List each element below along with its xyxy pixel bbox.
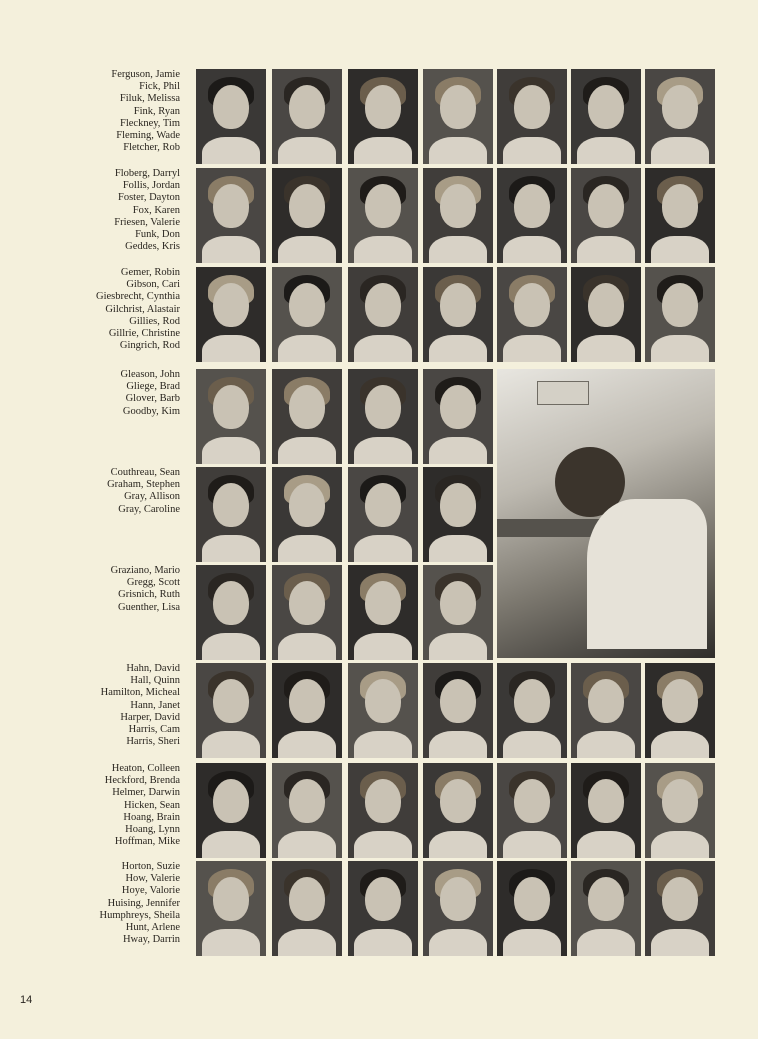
portrait-shoulders (429, 137, 487, 164)
student-portrait (645, 267, 715, 362)
portrait-face (662, 877, 698, 921)
student-portrait (423, 267, 493, 362)
portrait-shoulders (577, 929, 635, 956)
portrait-shoulders (429, 335, 487, 362)
portrait-face (588, 679, 624, 723)
student-name: Fox, Karen (132, 204, 180, 216)
student-name: Harper, David (120, 711, 180, 723)
student-name: Gillrie, Christine (108, 328, 180, 340)
portrait-face (440, 483, 476, 527)
portrait-shoulders (429, 236, 487, 263)
student-portrait (348, 168, 418, 263)
portrait-shoulders (354, 831, 412, 858)
portrait-shoulders (354, 236, 412, 263)
name-list (20, 267, 180, 352)
portrait-face (365, 483, 401, 527)
portrait-face (440, 779, 476, 823)
student-name: Floberg, Darryl (114, 168, 180, 179)
student-portrait (196, 69, 266, 164)
student-portrait (348, 663, 418, 758)
portrait-face (514, 679, 550, 723)
student-portrait (497, 763, 567, 858)
portrait-face (514, 184, 550, 228)
portrait-face (365, 679, 401, 723)
portrait-shoulders (202, 633, 260, 660)
student-name: Grisnich, Ruth (118, 589, 180, 601)
student-name: Geddes, Kris (125, 241, 180, 253)
student-name: Helmer, Darwin (112, 787, 180, 799)
portrait-face (213, 877, 249, 921)
portrait-shoulders (503, 731, 561, 758)
portrait-face (365, 877, 401, 921)
student-name: Friesen, Valerie (114, 216, 180, 228)
student-name: Hoye, Valorie (121, 885, 180, 897)
portrait-face (213, 283, 249, 327)
student-portrait (645, 663, 715, 758)
student-portrait (645, 763, 715, 858)
student-name: Heaton, Colleen (111, 763, 180, 774)
portrait-shoulders (577, 831, 635, 858)
student-portrait (272, 168, 342, 263)
student-name: Fleming, Wade (116, 130, 180, 142)
student-name: Goodby, Kim (122, 405, 180, 417)
name-list (20, 369, 180, 418)
portrait-shoulders (354, 335, 412, 362)
student-name: Fink, Ryan (133, 105, 180, 117)
student-name: Huising, Jennifer (107, 897, 180, 909)
portrait-face (213, 385, 249, 429)
portrait-shoulders (651, 236, 709, 263)
portrait-face (213, 483, 249, 527)
student-name: Gemer, Robin (120, 267, 180, 278)
student-name: Gibson, Cari (126, 279, 180, 291)
student-portrait (272, 861, 342, 956)
portrait-face (588, 877, 624, 921)
student-name: Hahn, David (126, 663, 180, 674)
student-portrait (497, 861, 567, 956)
portrait-shoulders (278, 137, 336, 164)
portrait-shoulders (354, 731, 412, 758)
student-name: Couthreau, Sean (110, 467, 180, 478)
student-name: Hamilton, Micheal (100, 687, 180, 699)
student-portrait (348, 763, 418, 858)
portrait-face (365, 581, 401, 625)
student-portrait (645, 69, 715, 164)
portrait-shoulders (202, 437, 260, 464)
portrait-shoulders (278, 437, 336, 464)
portrait-face (289, 581, 325, 625)
portrait-face (514, 283, 550, 327)
student-name: Hunt, Arlene (125, 922, 180, 934)
student-portrait (571, 763, 641, 858)
student-name: Guenther, Lisa (118, 601, 180, 613)
name-list (20, 467, 180, 516)
portrait-shoulders (429, 831, 487, 858)
student-portrait (196, 267, 266, 362)
student-portrait (348, 565, 418, 660)
student-name: How, Valerie (125, 873, 180, 885)
portrait-shoulders (429, 633, 487, 660)
portrait-shoulders (651, 929, 709, 956)
student-portrait (423, 467, 493, 562)
portrait-face (588, 85, 624, 129)
portrait-shoulders (354, 633, 412, 660)
candid-student-body (587, 499, 707, 649)
student-portrait (272, 267, 342, 362)
portrait-shoulders (503, 831, 561, 858)
portrait-shoulders (577, 236, 635, 263)
portrait-face (514, 877, 550, 921)
student-name: Gregg, Scott (126, 577, 180, 589)
student-name: Gleason, John (120, 369, 180, 380)
student-portrait (497, 168, 567, 263)
student-name: Gray, Caroline (118, 503, 180, 515)
student-portrait (348, 369, 418, 464)
student-portrait (571, 69, 641, 164)
portrait-shoulders (577, 335, 635, 362)
portrait-face (365, 385, 401, 429)
student-name: Fletcher, Rob (123, 142, 180, 154)
student-name: Hway, Darrin (122, 934, 180, 946)
portrait-shoulders (278, 236, 336, 263)
portrait-face (289, 385, 325, 429)
portrait-shoulders (651, 335, 709, 362)
student-portrait (272, 369, 342, 464)
portrait-face (662, 679, 698, 723)
portrait-face (440, 85, 476, 129)
student-name: Ferguson, Jamie (111, 69, 180, 80)
portrait-face (289, 85, 325, 129)
student-portrait (571, 861, 641, 956)
student-portrait (423, 565, 493, 660)
student-name: Hall, Quinn (130, 675, 180, 687)
candid-shelf (537, 381, 589, 405)
portrait-shoulders (278, 731, 336, 758)
student-portrait (196, 565, 266, 660)
portrait-shoulders (278, 929, 336, 956)
portrait-shoulders (202, 831, 260, 858)
portrait-face (213, 85, 249, 129)
student-portrait (196, 763, 266, 858)
portrait-face (289, 877, 325, 921)
student-name: Gray, Allison (124, 491, 180, 503)
portrait-face (289, 283, 325, 327)
student-portrait (196, 168, 266, 263)
student-name: Glover, Barb (125, 393, 180, 405)
name-list (20, 565, 180, 614)
student-name: Gingrich, Rod (119, 340, 180, 352)
student-portrait (348, 861, 418, 956)
portrait-face (514, 779, 550, 823)
portrait-face (213, 581, 249, 625)
portrait-face (662, 85, 698, 129)
name-list (20, 663, 180, 748)
portrait-shoulders (651, 137, 709, 164)
student-portrait (196, 861, 266, 956)
portrait-shoulders (429, 929, 487, 956)
student-portrait (423, 663, 493, 758)
portrait-shoulders (202, 335, 260, 362)
portrait-face (440, 877, 476, 921)
portrait-shoulders (503, 929, 561, 956)
student-name: Fick, Phil (139, 81, 180, 93)
student-name: Heckford, Brenda (104, 775, 180, 787)
student-name: Funk, Don (135, 229, 180, 241)
portrait-face (440, 581, 476, 625)
student-portrait (423, 763, 493, 858)
name-list (20, 861, 180, 946)
student-portrait (645, 168, 715, 263)
portrait-face (289, 779, 325, 823)
student-name: Graziano, Mario (110, 565, 180, 576)
portrait-shoulders (278, 335, 336, 362)
portrait-face (588, 283, 624, 327)
portrait-shoulders (503, 137, 561, 164)
student-name: Filuk, Melissa (119, 93, 180, 105)
student-name: Gilchrist, Alastair (105, 303, 180, 315)
student-portrait (272, 663, 342, 758)
portrait-shoulders (354, 535, 412, 562)
portrait-face (289, 679, 325, 723)
student-name: Follis, Jordan (122, 180, 180, 192)
student-portrait (423, 861, 493, 956)
portrait-shoulders (503, 236, 561, 263)
student-portrait (272, 467, 342, 562)
student-name: Foster, Dayton (118, 192, 180, 204)
portrait-shoulders (202, 236, 260, 263)
portrait-face (514, 85, 550, 129)
student-name: Giesbrecht, Cynthia (96, 291, 180, 303)
portrait-face (440, 283, 476, 327)
name-list (20, 763, 180, 848)
student-portrait (196, 467, 266, 562)
portrait-face (662, 779, 698, 823)
student-portrait (423, 369, 493, 464)
student-name: Hoffman, Mike (114, 836, 180, 848)
portrait-shoulders (278, 831, 336, 858)
portrait-face (588, 779, 624, 823)
portrait-face (289, 184, 325, 228)
portrait-shoulders (651, 731, 709, 758)
student-portrait (497, 267, 567, 362)
portrait-shoulders (354, 929, 412, 956)
student-name: Humphreys, Sheila (99, 909, 180, 921)
portrait-shoulders (278, 633, 336, 660)
portrait-face (662, 283, 698, 327)
student-portrait (645, 861, 715, 956)
student-portrait (348, 69, 418, 164)
portrait-face (365, 85, 401, 129)
portrait-face (213, 779, 249, 823)
portrait-shoulders (202, 929, 260, 956)
student-portrait (497, 663, 567, 758)
student-portrait (272, 69, 342, 164)
portrait-face (440, 385, 476, 429)
portrait-face (213, 679, 249, 723)
student-portrait (348, 467, 418, 562)
portrait-face (588, 184, 624, 228)
portrait-shoulders (354, 137, 412, 164)
portrait-shoulders (202, 137, 260, 164)
name-list (20, 168, 180, 253)
student-portrait (423, 168, 493, 263)
student-name: Horton, Suzie (121, 861, 180, 872)
student-portrait (196, 663, 266, 758)
student-name: Hoang, Brain (123, 811, 180, 823)
portrait-face (365, 184, 401, 228)
student-name: Fleckney, Tim (120, 117, 180, 129)
student-portrait (272, 565, 342, 660)
student-name: Hoang, Lynn (125, 824, 180, 836)
portrait-shoulders (429, 437, 487, 464)
page-number: 14 (20, 994, 33, 1006)
name-list (20, 69, 180, 154)
portrait-shoulders (202, 731, 260, 758)
student-name: Hann, Janet (130, 699, 180, 711)
portrait-face (440, 184, 476, 228)
student-portrait (272, 763, 342, 858)
student-name: Gliege, Brad (126, 381, 180, 393)
portrait-shoulders (429, 535, 487, 562)
portrait-face (662, 184, 698, 228)
student-portrait (196, 369, 266, 464)
portrait-face (440, 679, 476, 723)
portrait-shoulders (429, 731, 487, 758)
portrait-face (365, 283, 401, 327)
student-portrait (571, 663, 641, 758)
portrait-shoulders (503, 335, 561, 362)
portrait-shoulders (202, 535, 260, 562)
student-name: Harris, Sheri (126, 736, 180, 748)
portrait-face (365, 779, 401, 823)
portrait-face (289, 483, 325, 527)
student-name: Hicken, Sean (124, 799, 180, 811)
student-portrait (423, 69, 493, 164)
student-name: Graham, Stephen (107, 479, 180, 491)
student-name: Gillies, Rod (129, 315, 180, 327)
student-portrait (571, 267, 641, 362)
portrait-shoulders (577, 731, 635, 758)
student-portrait (348, 267, 418, 362)
portrait-shoulders (278, 535, 336, 562)
student-portrait (497, 69, 567, 164)
portrait-shoulders (577, 137, 635, 164)
student-name: Harris, Cam (128, 724, 180, 736)
portrait-face (213, 184, 249, 228)
portrait-shoulders (651, 831, 709, 858)
portrait-shoulders (354, 437, 412, 464)
student-portrait (571, 168, 641, 263)
candid-photo-student-at-desk (497, 369, 715, 658)
